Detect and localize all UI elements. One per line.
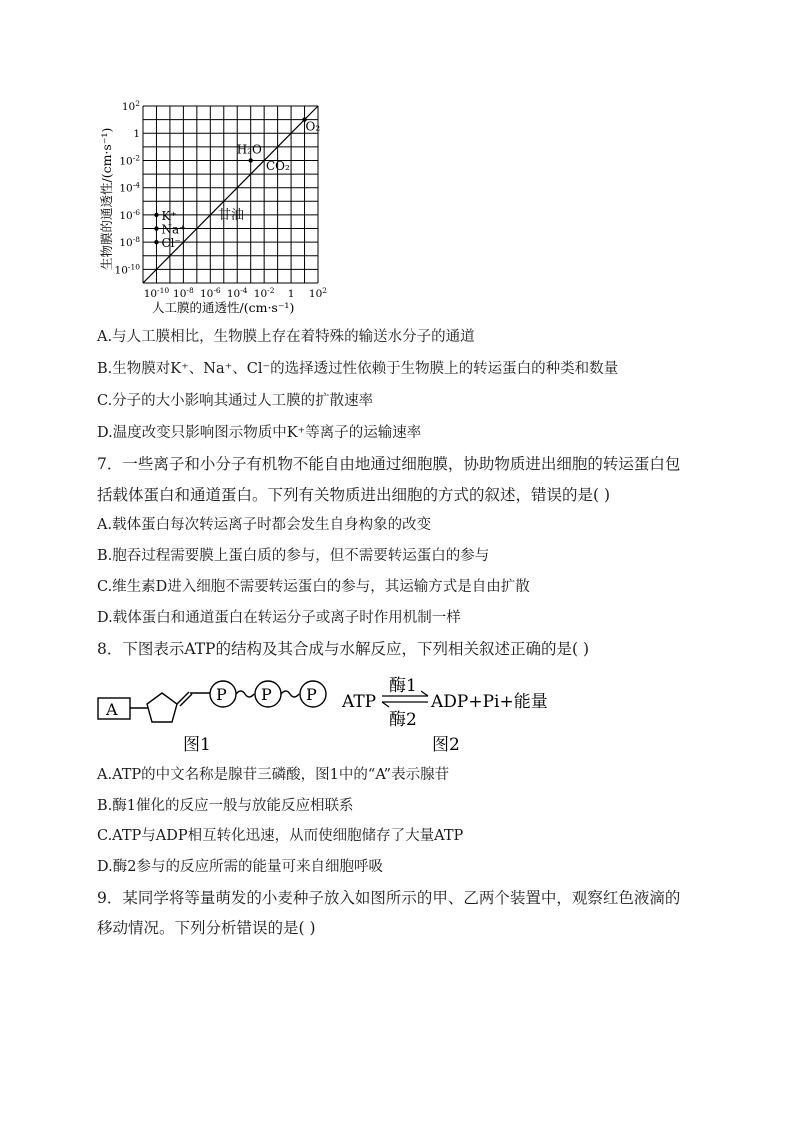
x-tick-label: $10^{-8}$ bbox=[173, 286, 194, 300]
q9-stem-line1: 9．某同学将等量萌发的小麦种子放入如图所示的甲、乙两个装置中，观察红色液滴的 bbox=[97, 889, 681, 907]
y-tick-label: $10^{-4}$ bbox=[119, 180, 140, 195]
data-point bbox=[154, 240, 158, 244]
atp-figure bbox=[0, 668, 794, 758]
y-tick-label: $10^{-10}$ bbox=[114, 262, 140, 277]
annotation-co2: CO₂ bbox=[266, 159, 290, 173]
forward-arrow-head bbox=[421, 691, 428, 696]
x-tick-label: $10^2$ bbox=[308, 286, 328, 300]
enzyme2-label: 酶2 bbox=[389, 710, 417, 730]
data-point-label: K⁺ bbox=[161, 208, 177, 223]
q6-option-c: C.分子的大小影响其通过人工膜的扩散速率 bbox=[97, 393, 374, 409]
high-energy-bond-2 bbox=[281, 691, 299, 697]
data-point-label: H₂O bbox=[236, 142, 262, 157]
x-axis-label: 人工膜的通透性/(cm·s⁻¹) bbox=[152, 300, 295, 315]
data-point-label: Cl⁻ bbox=[161, 236, 181, 251]
data-point bbox=[248, 158, 252, 162]
q7-stem-line1: 7．一些离子和小分子有机物不能自由地通过细胞膜，协助物质进出细胞的转运蛋白包 bbox=[97, 455, 681, 473]
enzyme1-label: 酶1 bbox=[389, 676, 417, 696]
high-energy-bond-1 bbox=[236, 691, 254, 697]
products-label: ADP+Pi+能量 bbox=[431, 692, 548, 712]
ribose-pentagon bbox=[147, 693, 177, 722]
y-tick-label: $10^{-2}$ bbox=[119, 153, 140, 168]
data-point-label: O₂ bbox=[305, 119, 321, 134]
adenine-label: A bbox=[106, 700, 118, 719]
figure2-caption: 图2 bbox=[432, 735, 460, 755]
q8-option-d: D.酶2参与的反应所需的能量可来自细胞呼吸 bbox=[97, 859, 383, 875]
q6-option-d: D.温度改变只影响图示物质中K⁺等离子的运输速率 bbox=[97, 425, 422, 441]
y-tick-label: $10^{-6}$ bbox=[119, 207, 140, 222]
q9-stem-line2: 移动情况。下列分析错误的是( ) bbox=[97, 919, 316, 937]
q7-stem-line2: 括载体蛋白和通道蛋白。下列有关物质进出细胞的方式的叙述，错误的是( ) bbox=[97, 486, 611, 504]
figure1-caption: 图1 bbox=[183, 735, 211, 755]
data-point-label: Na⁺ bbox=[161, 222, 186, 237]
x-tick-label: $10^{-4}$ bbox=[226, 286, 248, 300]
permeability-chart bbox=[0, 0, 794, 320]
q7-option-c: C.维生素D进入细胞不需要转运蛋白的参与，其运输方式是自由扩散 bbox=[97, 579, 530, 595]
y-tick-label: $10^{-8}$ bbox=[119, 235, 140, 250]
q6-option-a: A.与人工膜相比，生物膜上存在着特殊的输送水分子的通道 bbox=[97, 329, 475, 345]
phosphate-label-1: P bbox=[216, 685, 227, 704]
q8-option-b: B.酶1催化的反应一般与放能反应相联系 bbox=[97, 798, 354, 814]
annotation-glycerol: 甘油 bbox=[218, 208, 245, 223]
data-point bbox=[154, 226, 158, 230]
q8-option-a: A.ATP的中文名称是腺苷三磷酸，图1中的“A”表示腺苷 bbox=[97, 767, 450, 783]
phosphate-label-3: P bbox=[306, 685, 317, 704]
y-tick-labels bbox=[115, 99, 141, 276]
atp-label: ATP bbox=[342, 692, 377, 712]
q7-option-d: D.载体蛋白和通道蛋白在转运分子或离子时作用机制一样 bbox=[97, 610, 461, 626]
phosphate-label-2: P bbox=[261, 685, 272, 704]
y-tick-label: 1 bbox=[133, 128, 140, 141]
q7-option-b: B.胞吞过程需要膜上蛋白质的参与，但不需要转运蛋白的参与 bbox=[97, 548, 490, 564]
x-tick-label: $10^{-6}$ bbox=[199, 286, 221, 300]
q6-option-b: B.生物膜对K⁺、Na⁺、Cl⁻的选择透过性依赖于生物膜上的转运蛋白的种类和数量 bbox=[97, 361, 619, 377]
x-tick-labels bbox=[144, 286, 328, 300]
x-tick-label: $10^{-10}$ bbox=[143, 286, 170, 300]
y-axis-label: 生物膜的通透性/(cm·s⁻¹) bbox=[99, 127, 114, 270]
y-tick-label: $10^2$ bbox=[121, 99, 140, 113]
diagonal-line bbox=[143, 106, 318, 283]
q8-option-c: C.ATP与ADP相互转化迅速，从而使细胞储存了大量ATP bbox=[97, 828, 464, 844]
q8-stem: 8．下图表示ATP的结构及其合成与水解反应，下列相关叙述正确的是( ) bbox=[97, 640, 589, 658]
reverse-arrow-head bbox=[382, 702, 389, 707]
x-tick-label: 1 bbox=[287, 288, 295, 300]
data-point bbox=[154, 213, 158, 217]
x-tick-label: $10^{-2}$ bbox=[253, 286, 275, 300]
q7-option-a: A.载体蛋白每次转运离子时都会发生自身构象的改变 bbox=[97, 517, 432, 533]
